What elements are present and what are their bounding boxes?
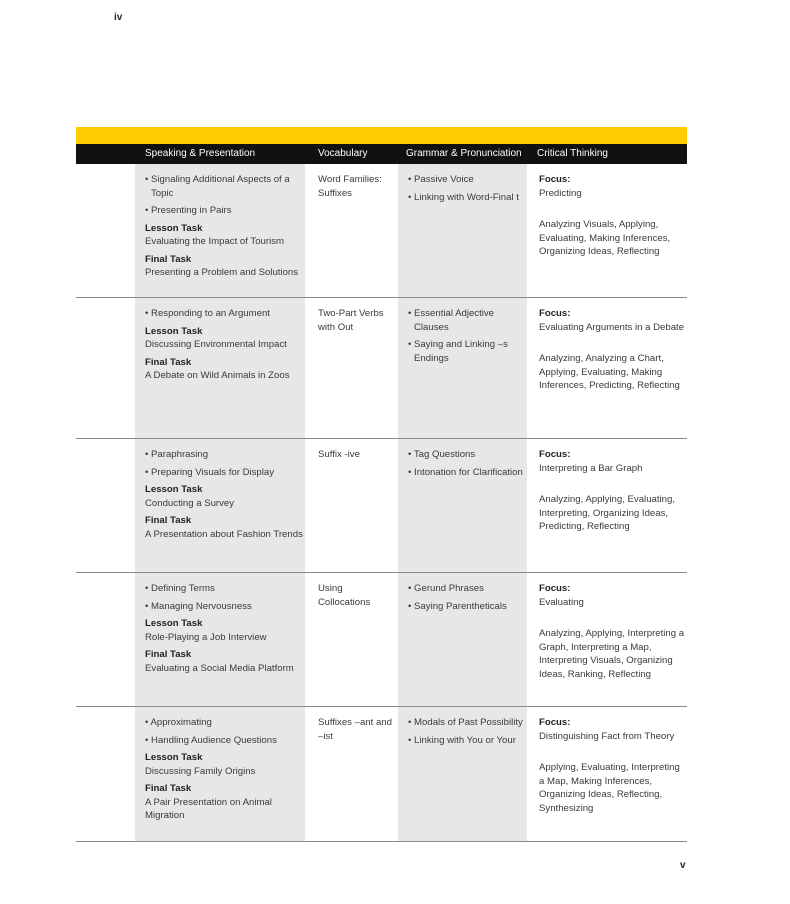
grammar-bullet: • Gerund Phrases [408,582,527,596]
table-row [76,164,687,298]
unit-spacer [76,707,135,841]
table-row [76,298,687,439]
vocabulary-cell: Suffixes –ant and –ist [318,717,392,742]
grammar-bullet: • Essential Adjective Clauses [408,307,527,334]
speaking-cell [135,439,305,572]
speaking-bullet: • Responding to an Argument [145,307,305,321]
grammar-cell [398,707,527,841]
speaking-bullet: • Presenting in Pairs [145,204,305,218]
header-spacer [76,144,135,164]
grammar-bullet: • Modals of Past Possibility [408,716,527,730]
vocabulary-cell: Two-Part Verbs with Out [318,308,384,333]
grammar-bullet: • Saying and Linking –s Endings [408,338,527,365]
focus-text: Distinguishing Fact from Theory [539,730,675,742]
final-task-label: Final Task [145,649,192,660]
vocabulary-cell: Using Collocations [318,583,371,608]
final-task-label: Final Task [145,515,192,526]
skills-text: Applying, Evaluating, Interpreting a Map, Making Inferences, Organizing Ideas, Reflecting, Synthesizing [539,762,680,814]
unit-spacer [76,298,135,438]
focus-label: Focus: [539,308,571,319]
grammar-cell [398,298,527,438]
grammar-bullet: • Tag Questions [408,448,527,462]
lesson-task-text: Discussing Environmental Impact [145,339,287,350]
critical-thinking-cell [529,439,687,572]
speaking-bullet: • Paraphrasing [145,448,305,462]
grammar-bullet: • Linking with Word-Final t [408,191,527,205]
speaking-bullet: • Preparing Visuals for Display [145,466,305,480]
focus-text: Evaluating Arguments in a Debate [539,321,685,333]
unit-spacer [76,164,135,297]
skills-text: Analyzing, Applying, Interpreting a Graph, Interpreting a Map, Interpreting Visuals, Organizing Ideas, Ranking, Reflecting [539,628,685,680]
table-header-row [76,144,687,164]
speaking-bullet: • Approximating [145,716,305,730]
critical-thinking-cell [529,164,687,297]
focus-text: Evaluating [539,596,584,608]
grammar-cell [398,573,527,706]
focus-label: Focus: [539,449,571,460]
grammar-bullet: • Passive Voice [408,173,527,187]
grammar-cell [398,439,527,572]
yellow-header-bar [76,127,687,144]
speaking-bullet: • Handling Audience Questions [145,734,305,748]
final-task-text: A Debate on Wild Animals in Zoos [145,370,290,381]
speaking-bullet: • Defining Terms [145,582,305,596]
speaking-cell [135,298,305,438]
unit-spacer [76,439,135,572]
lesson-task-text: Conducting a Survey [145,497,235,509]
focus-text: Predicting [539,187,582,199]
grammar-bullet: • Linking with You or Your [408,734,527,748]
unit-spacer [76,573,135,706]
header-vocabulary: Vocabulary [318,148,368,159]
lesson-task-label: Lesson Task [145,222,203,234]
final-task-text: Presenting a Problem and Solutions [145,267,299,278]
critical-thinking-cell [529,298,687,438]
header-speaking: Speaking & Presentation [145,148,256,159]
lesson-task-text: Discussing Family Origins [145,765,256,777]
lesson-task-text: Evaluating the Impact of Tourism [145,236,285,247]
focus-label: Focus: [539,583,571,594]
lesson-task-label: Lesson Task [145,325,203,337]
header-critical-thinking: Critical Thinking [537,148,608,159]
lesson-task-label: Lesson Task [145,752,203,763]
speaking-cell [135,164,305,297]
lesson-task-text: Role-Playing a Job Interview [145,631,267,643]
speaking-bullet: • Managing Nervousness [145,600,305,614]
speaking-bullet: • Signaling Additional Aspects of a Topic [145,173,305,200]
page-number-bottom: v [680,860,686,871]
final-task-text: A Presentation about Fashion Trends [145,528,303,540]
grammar-cell [398,164,527,297]
skills-text: Analyzing Visuals, Applying, Evaluating, Making Inferences, Organizing Ideas, Reflecting [539,219,671,257]
focus-text: Interpreting a Bar Graph [539,462,643,474]
table-row [76,573,687,707]
final-task-text: Evaluating a Social Media Platform [145,662,294,674]
speaking-cell [135,573,305,706]
focus-label: Focus: [539,174,571,185]
final-task-label: Final Task [145,783,192,794]
grammar-bullet: • Saying Parentheticals [408,600,527,614]
final-task-text: A Pair Presentation on Animal Migration [145,796,272,821]
scope-and-sequence-table [76,127,687,842]
skills-text: Analyzing, Applying, Evaluating, Interpreting, Organizing Ideas, Predicting, Reflecting [539,494,675,532]
lesson-task-label: Lesson Task [145,618,203,629]
grammar-bullet: • Intonation for Clarification [408,466,527,480]
speaking-cell [135,707,305,841]
page-number-top: iv [114,12,123,23]
critical-thinking-cell [529,707,687,841]
table-row [76,439,687,573]
skills-text: Analyzing, Analyzing a Chart, Applying, Evaluating, Making Inferences, Predicting, Reflecting [539,353,680,391]
critical-thinking-cell [529,573,687,706]
final-task-label: Final Task [145,356,192,368]
header-grammar: Grammar & Pronunciation [406,148,522,159]
vocabulary-cell: Word Families: Suffixes [318,174,382,199]
table-row [76,707,687,842]
vocabulary-cell: Suffix -ive [318,449,360,460]
final-task-label: Final Task [145,253,192,265]
lesson-task-label: Lesson Task [145,484,203,495]
focus-label: Focus: [539,717,571,728]
